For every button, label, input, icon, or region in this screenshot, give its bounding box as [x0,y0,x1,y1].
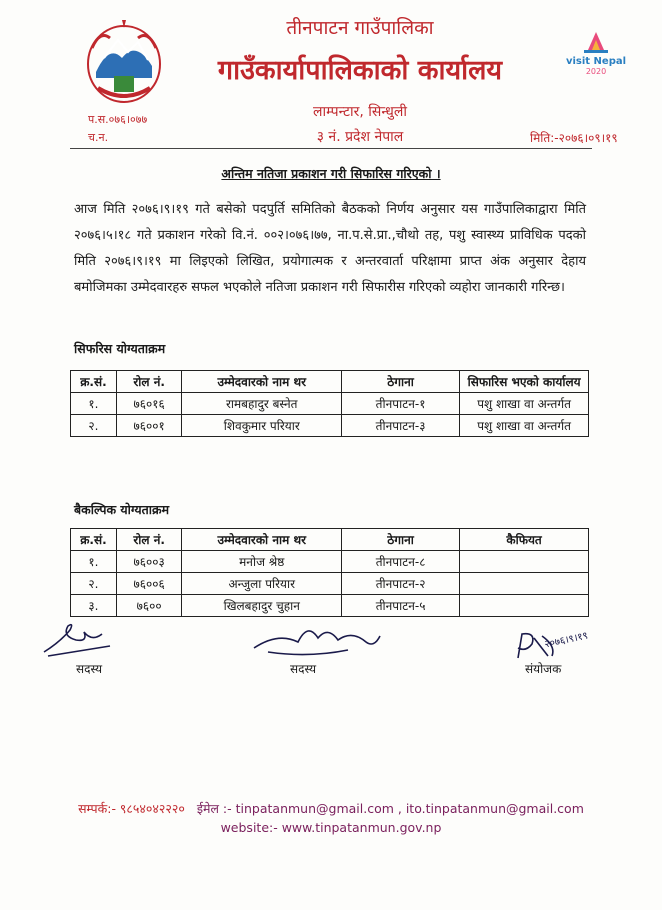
coordinator-label: संयोजक [525,662,562,676]
province: ३ नं. प्रदेश नेपाल [316,129,404,145]
visit-nepal-year: 2020 [585,67,607,76]
cell-name: शिवकुमार परियार [182,415,342,437]
cell-sn: २. [71,573,117,595]
cell-roll: ७६००६ [116,573,182,595]
header-roll: रोल नं. [116,529,182,551]
cell-address: तीनपाटन-१ [342,393,460,415]
visit-nepal-text: visit Nepal [565,56,627,67]
header-address: ठेगाना [342,529,460,551]
cell-sn: २. [71,415,117,437]
fiscal-year: प.स.०७६।०७७ [88,113,148,126]
cell-remarks [460,573,589,595]
header-remarks: कैफियत [460,529,589,551]
cell-remarks [460,551,589,573]
website-link[interactable]: website:- www.tinpatanmun.gov.np [220,820,442,835]
table-header-row [71,371,589,393]
cell-name: रामबहादुर बस्नेत [182,393,342,415]
office-name: गाउँकार्यापालिकाको कार्यालय [217,55,503,86]
table-row [71,393,589,415]
contact-email: ईमेल :- tinpatanmun@gmail.com , ito.tinpatanmun@gmail.com [196,801,584,816]
header-name: उम्मेदवारको नाम थर [182,529,342,551]
cell-roll: ७६००१ [116,415,182,437]
cell-name: खिलबहादुर चुहान [182,595,342,617]
table-header-row [71,529,589,551]
header-divider [70,148,592,149]
cell-sn: ३. [71,595,117,617]
table-row [71,551,589,573]
body-paragraph: आज मिति २०७६।९।१९ गते बसेको पदपुर्ति समितिको बैठकको निर्णय अनुसार यस गाउँपालिकाद्वारा मिति २०७६।५।१८ गते प्रकाशन गरेको वि.नं. ००२।०७६।७७, ना.प.से.प्रा.,चौथो तह, पशु स्वास्थ्य प्राविधिक पदको मिति २०७६।९।१९ मा लिइएको लिखित, प्रयोगात्मक र अन्तरवार्ता परिक्षामा प्राप्त अंक अनुसार देहाय बमोजिमका उम्मेदवारहरु सफल भएकोले नतिजा प्रकाशन गरी सिफारीस गरिएको व्यहोरा जानकारी गरिन्छ। [74,202,586,295]
visit-nepal-icon [560,28,632,54]
subject-line: अन्तिम नतिजा प्रकाशन गरी सिफारिस गरिएको । [221,166,441,181]
cell-sn: १. [71,393,117,415]
header-sn: क्र.सं. [71,529,117,551]
cell-office: पशु शाखा वा अन्तर्गत [460,415,589,437]
member1-label: सदस्य [76,662,103,676]
visit-nepal-logo [560,28,632,78]
cell-roll: ७६०० [116,595,182,617]
cell-office: पशु शाखा वा अन्तर्गत [460,393,589,415]
header-sn: क्र.सं. [71,371,117,393]
contact-line [0,800,662,817]
header-address: ठेगाना [342,371,460,393]
cell-address: तीनपाटन-३ [342,415,460,437]
cell-name: अन्जुला परियार [182,573,342,595]
recommended-list-title: सिफरिस योग्यताक्रम [74,341,166,356]
cell-address: तीनपाटन-२ [342,573,460,595]
issue-date: मिति:-२०७६।०९।१९ [530,131,618,145]
alternate-table [70,528,589,617]
member2-label: सदस्य [290,662,317,676]
table-row [71,415,589,437]
signature-date: २०७६।९।१९ [543,630,589,651]
cell-name: मनोज श्रेष्ठ [182,551,342,573]
header-name: उम्मेदवारको नाम थर [182,371,342,393]
cell-address: तीनपाटन-५ [342,595,460,617]
header-office: सिफारिस भएको कार्यालय [460,371,589,393]
cell-roll: ७६०१६ [116,393,182,415]
signature-member2 [248,612,388,660]
cell-sn: १. [71,551,117,573]
dispatch-number: च.न. [88,131,109,144]
district: लाम्पन्टार, सिन्धुली [313,104,407,120]
signature-member1 [40,612,120,662]
header-roll: रोल नं. [116,371,182,393]
org-name: तीनपाटन गाउँपालिका [286,17,434,39]
cell-address: तीनपाटन-८ [342,551,460,573]
alternate-list-title: बैकल्पिक योग्यताक्रम [74,502,170,517]
recommended-table [70,370,589,437]
table-row [71,573,589,595]
cell-remarks [460,595,589,617]
cell-roll: ७६००३ [116,551,182,573]
contact-phone: सम्पर्क:- ९८५४०४२२२० [78,801,185,816]
